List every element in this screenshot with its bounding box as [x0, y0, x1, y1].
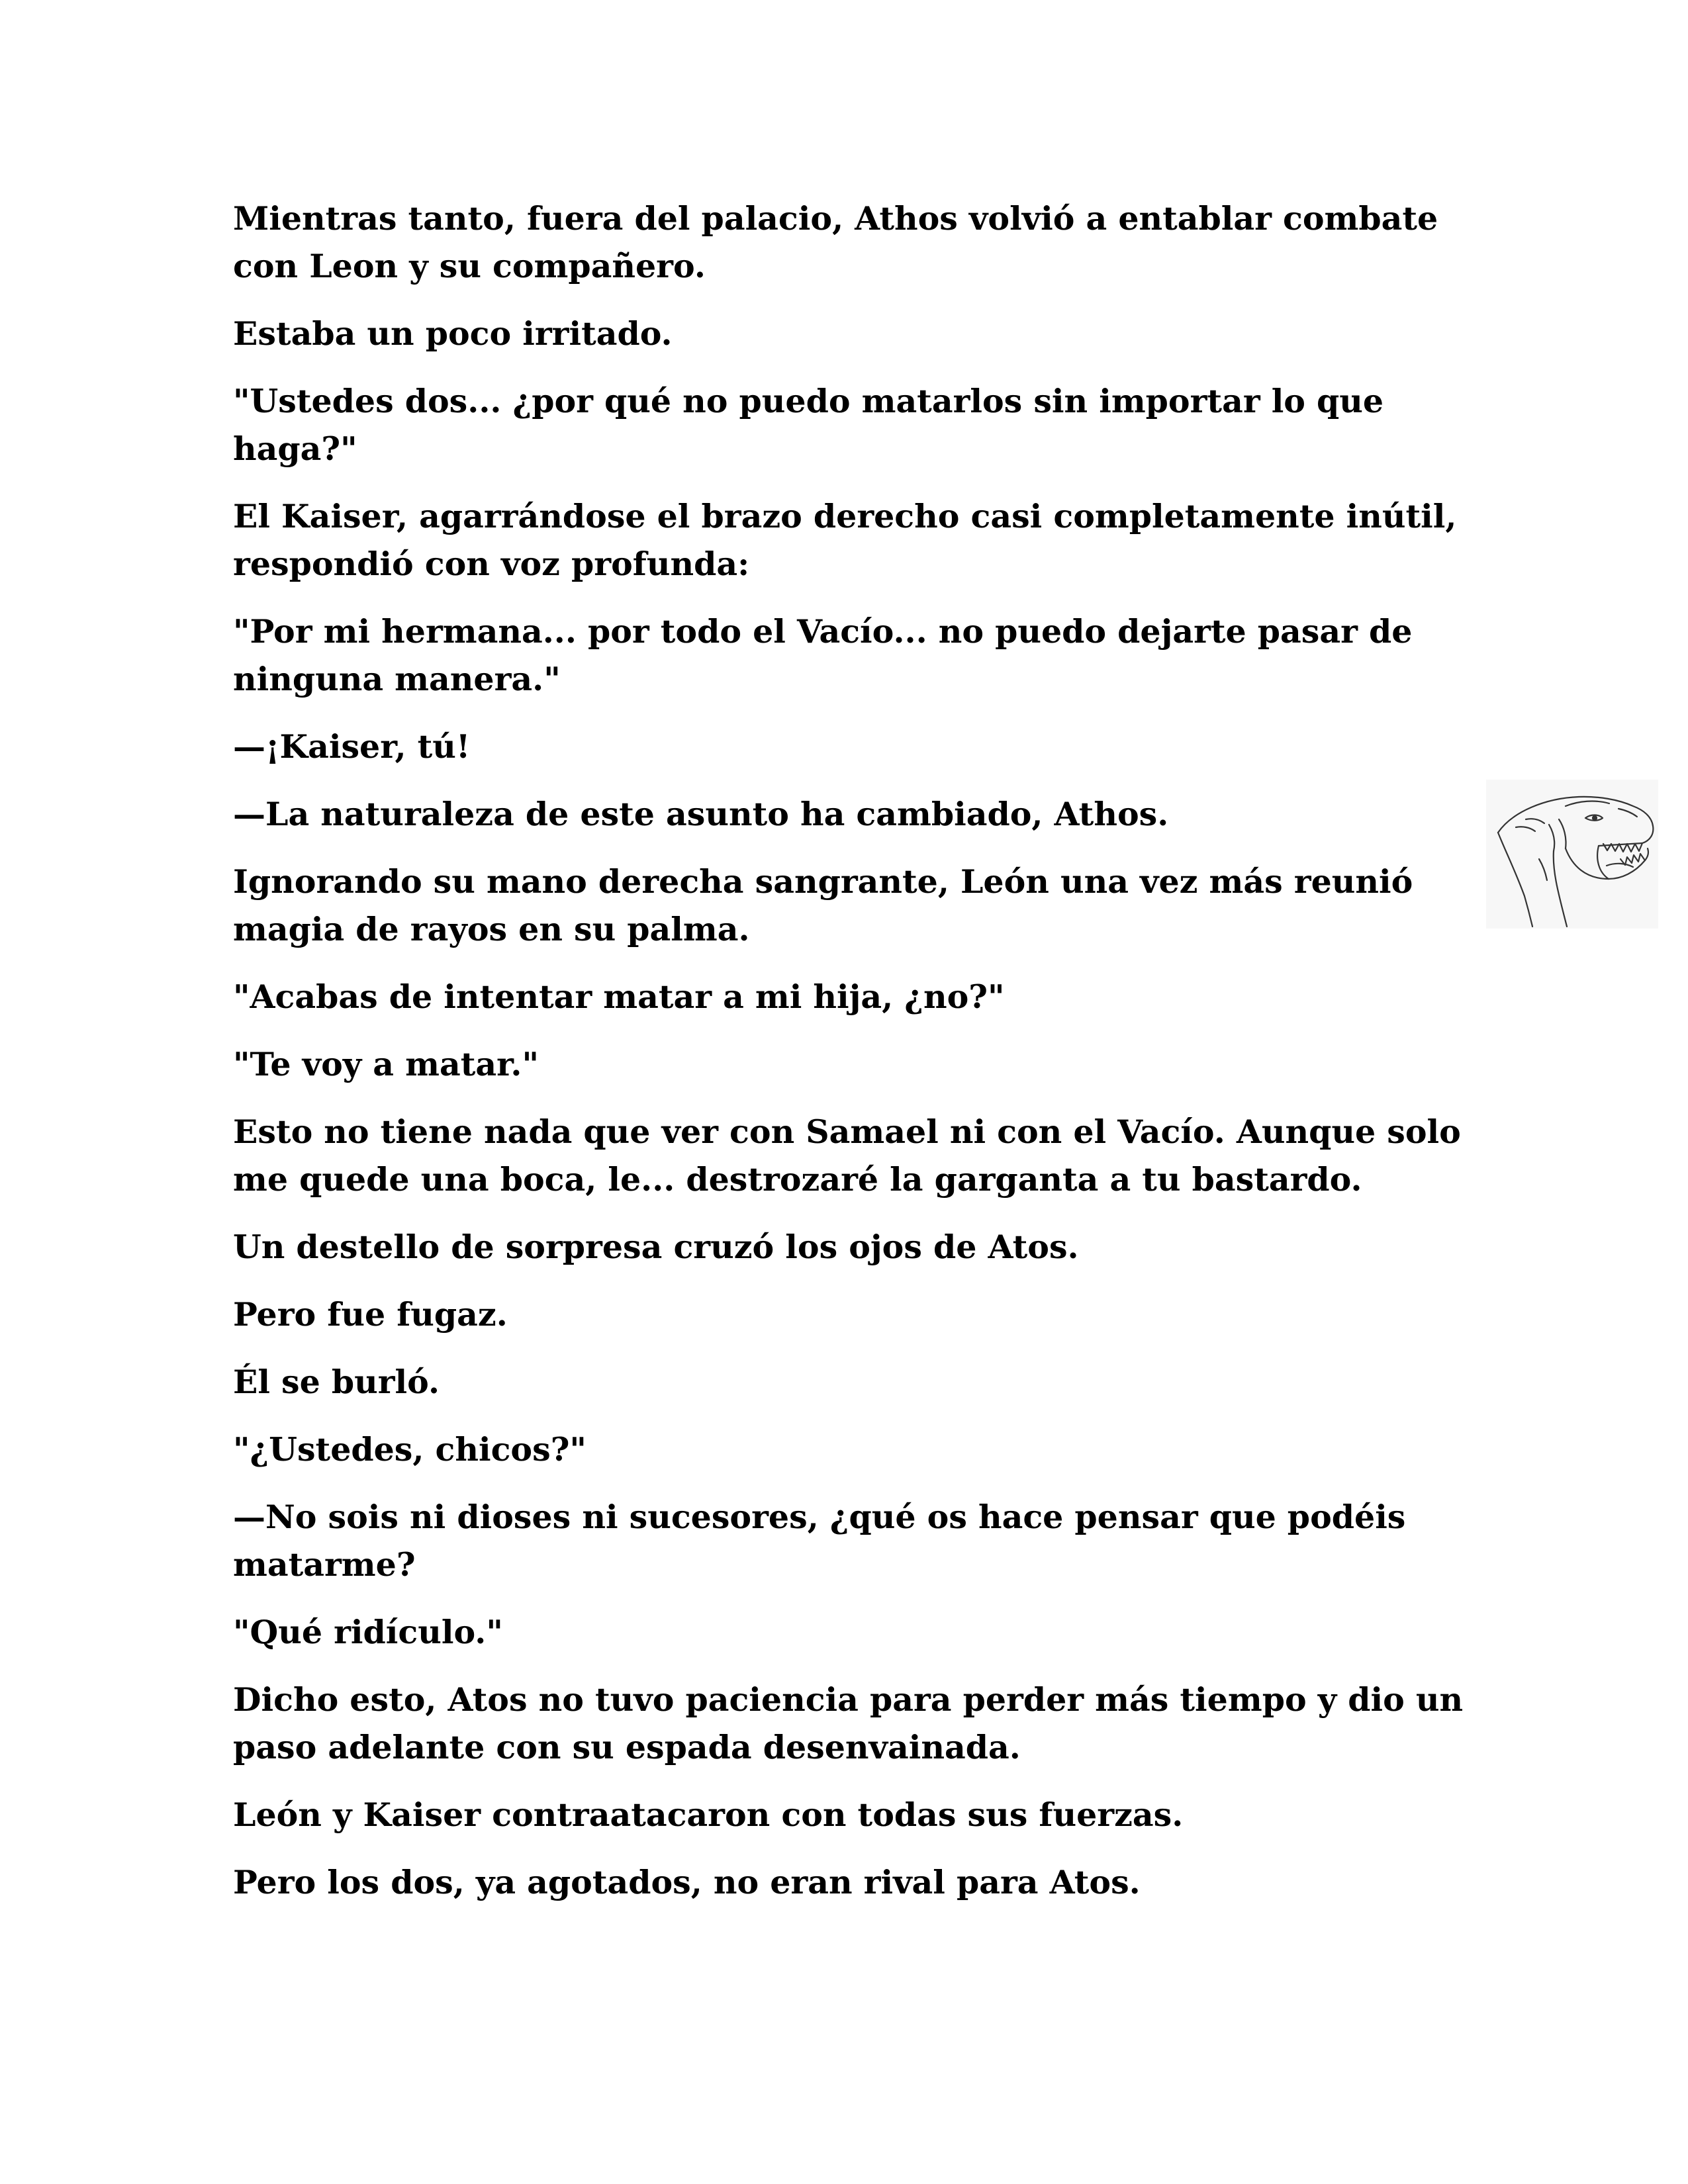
paragraph: El Kaiser, agarrándose el brazo derecho casi completamente inútil, respondió con voz profunda: — [233, 497, 1457, 583]
paragraph: "Ustedes dos... ¿por qué no puedo matarlos sin importar lo que haga?" — [233, 382, 1384, 468]
document-body — [233, 195, 1477, 1926]
paragraph: —La naturaleza de este asunto ha cambiado, Athos. — [233, 795, 1169, 833]
dinosaur-head-sketch-icon — [1486, 780, 1658, 929]
paragraph: Pero fue fugaz. — [233, 1295, 508, 1334]
paragraph: Estaba un poco irritado. — [233, 314, 673, 353]
paragraph: Un destello de sorpresa cruzó los ojos de Atos. — [233, 1228, 1079, 1266]
paragraph: Él se burló. — [233, 1363, 440, 1401]
paragraph: "Te voy a matar." — [233, 1045, 539, 1083]
paragraph: "Por mi hermana... por todo el Vacío... no puedo dejarte pasar de ninguna manera." — [233, 612, 1413, 698]
paragraph: "Qué ridículo." — [233, 1613, 503, 1651]
paragraph: Dicho esto, Atos no tuvo paciencia para perder más tiempo y dio un paso adelante con su espada desenvainada. — [233, 1680, 1464, 1766]
paragraph: Ignorando su mano derecha sangrante, León una vez más reunió magia de rayos en su palma. — [233, 862, 1413, 948]
paragraph: "¿Ustedes, chicos?" — [233, 1430, 586, 1469]
paragraph: Pero los dos, ya agotados, no eran rival para Atos. — [233, 1863, 1141, 1901]
paragraph: —No sois ni dioses ni sucesores, ¿qué os hace pensar que podéis matarme? — [233, 1498, 1406, 1584]
paragraph: "Acabas de intentar matar a mi hija, ¿no?" — [233, 978, 1005, 1016]
paragraph: Mientras tanto, fuera del palacio, Athos volvió a entablar combate con Leon y su compañero. — [233, 199, 1438, 285]
paragraph: —¡Kaiser, tú! — [233, 727, 471, 766]
paragraph: Esto no tiene nada que ver con Samael ni con el Vacío. Aunque solo me quede una boca, le... destrozaré la garganta a tu bastardo. — [233, 1113, 1461, 1199]
paragraph: León y Kaiser contraatacaron con todas sus fuerzas. — [233, 1796, 1184, 1834]
